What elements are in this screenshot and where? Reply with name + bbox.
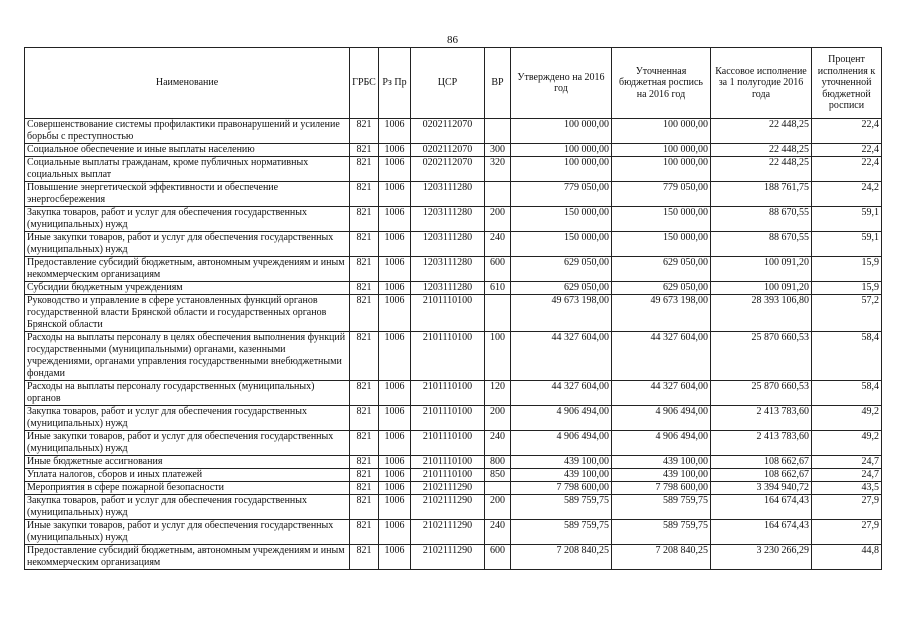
row-vr: 200	[485, 207, 511, 232]
row-grbs: 821	[350, 207, 379, 232]
row-vr: 610	[485, 282, 511, 295]
row-approved: 4 906 494,00	[511, 431, 612, 456]
table-row	[25, 482, 882, 495]
table-row	[25, 520, 882, 545]
table-row	[25, 381, 882, 406]
row-name: Повышение энергетической эффективности и обеспечение энергосбережения	[25, 182, 350, 207]
row-rzpr: 1006	[379, 431, 411, 456]
row-vr: 800	[485, 456, 511, 469]
row-approved: 629 050,00	[511, 282, 612, 295]
row-vr: 320	[485, 157, 511, 182]
row-cash: 88 670,55	[711, 207, 812, 232]
row-refined: 7 208 840,25	[612, 545, 711, 570]
table-row	[25, 207, 882, 232]
row-cash: 3 394 940,72	[711, 482, 812, 495]
row-cash: 3 230 266,29	[711, 545, 812, 570]
row-approved: 4 906 494,00	[511, 406, 612, 431]
row-cash: 108 662,67	[711, 456, 812, 469]
row-refined: 100 000,00	[612, 119, 711, 144]
row-grbs: 821	[350, 282, 379, 295]
row-name: Закупка товаров, работ и услуг для обеспечения государственных (муниципальных) нужд	[25, 207, 350, 232]
row-cash: 108 662,67	[711, 469, 812, 482]
row-vr: 300	[485, 144, 511, 157]
row-grbs: 821	[350, 456, 379, 469]
row-vr	[485, 119, 511, 144]
row-csr: 2101110100	[411, 431, 485, 456]
table-row	[25, 545, 882, 570]
row-cash: 2 413 783,60	[711, 406, 812, 431]
row-grbs: 821	[350, 144, 379, 157]
row-vr: 240	[485, 232, 511, 257]
row-cash: 188 761,75	[711, 182, 812, 207]
row-rzpr: 1006	[379, 157, 411, 182]
budget-table	[24, 47, 882, 570]
table-row	[25, 257, 882, 282]
row-grbs: 821	[350, 332, 379, 381]
row-name: Мероприятия в сфере пожарной безопасности	[25, 482, 350, 495]
row-name: Иные закупки товаров, работ и услуг для обеспечения государственных (муниципальных) нужд	[25, 232, 350, 257]
table-row	[25, 332, 882, 381]
row-csr: 2102111290	[411, 495, 485, 520]
row-grbs: 821	[350, 157, 379, 182]
row-name: Иные закупки товаров, работ и услуг для обеспечения государственных (муниципальных) нужд	[25, 431, 350, 456]
row-approved: 439 100,00	[511, 469, 612, 482]
row-approved: 150 000,00	[511, 207, 612, 232]
row-refined: 150 000,00	[612, 232, 711, 257]
row-percent: 15,9	[812, 257, 882, 282]
row-grbs: 821	[350, 381, 379, 406]
row-cash: 25 870 660,53	[711, 381, 812, 406]
row-rzpr: 1006	[379, 282, 411, 295]
table-row	[25, 232, 882, 257]
row-name: Уплата налогов, сборов и иных платежей	[25, 469, 350, 482]
row-csr: 1203111280	[411, 232, 485, 257]
row-approved: 100 000,00	[511, 157, 612, 182]
table-row	[25, 119, 882, 144]
row-refined: 4 906 494,00	[612, 431, 711, 456]
row-cash: 100 091,20	[711, 282, 812, 295]
row-grbs: 821	[350, 495, 379, 520]
row-refined: 150 000,00	[612, 207, 711, 232]
row-csr: 1203111280	[411, 282, 485, 295]
row-name: Расходы на выплаты персоналу государственных (муниципальных) органов	[25, 381, 350, 406]
row-percent: 22,4	[812, 157, 882, 182]
row-csr: 2101110100	[411, 469, 485, 482]
row-percent: 24,7	[812, 456, 882, 469]
row-percent: 49,2	[812, 431, 882, 456]
row-rzpr: 1006	[379, 257, 411, 282]
header-cash: Кассовое исполнение за 1 полугодие 2016 года	[711, 48, 812, 119]
row-grbs: 821	[350, 431, 379, 456]
row-cash: 22 448,25	[711, 157, 812, 182]
row-percent: 22,4	[812, 119, 882, 144]
row-grbs: 821	[350, 295, 379, 332]
row-refined: 589 759,75	[612, 495, 711, 520]
row-percent: 59,1	[812, 207, 882, 232]
row-percent: 49,2	[812, 406, 882, 431]
row-csr: 2102111290	[411, 520, 485, 545]
table-row	[25, 295, 882, 332]
row-percent: 24,2	[812, 182, 882, 207]
row-approved: 589 759,75	[511, 520, 612, 545]
table-row	[25, 456, 882, 469]
row-percent: 44,8	[812, 545, 882, 570]
row-approved: 100 000,00	[511, 144, 612, 157]
row-approved: 150 000,00	[511, 232, 612, 257]
row-refined: 629 050,00	[612, 282, 711, 295]
row-approved: 44 327 604,00	[511, 381, 612, 406]
row-csr: 2101110100	[411, 332, 485, 381]
header-vr: ВР	[485, 48, 511, 119]
row-name: Предоставление субсидий бюджетным, автономным учреждениям и иным некоммерческим организациям	[25, 545, 350, 570]
row-percent: 59,1	[812, 232, 882, 257]
row-vr: 200	[485, 495, 511, 520]
row-refined: 100 000,00	[612, 144, 711, 157]
row-name: Закупка товаров, работ и услуг для обеспечения государственных (муниципальных) нужд	[25, 406, 350, 431]
row-csr: 2101110100	[411, 381, 485, 406]
row-percent: 43,5	[812, 482, 882, 495]
table-row	[25, 282, 882, 295]
row-cash: 88 670,55	[711, 232, 812, 257]
row-approved: 7 798 600,00	[511, 482, 612, 495]
row-rzpr: 1006	[379, 232, 411, 257]
table-row	[25, 406, 882, 431]
row-vr	[485, 182, 511, 207]
row-percent: 27,9	[812, 495, 882, 520]
row-refined: 49 673 198,00	[612, 295, 711, 332]
row-refined: 100 000,00	[612, 157, 711, 182]
row-name: Иные закупки товаров, работ и услуг для обеспечения государственных (муниципальных) нужд	[25, 520, 350, 545]
page-number: 86	[447, 34, 458, 46]
row-csr: 2101110100	[411, 456, 485, 469]
table-row	[25, 495, 882, 520]
row-approved: 100 000,00	[511, 119, 612, 144]
row-rzpr: 1006	[379, 456, 411, 469]
row-rzpr: 1006	[379, 545, 411, 570]
row-csr: 0202112070	[411, 144, 485, 157]
row-name: Расходы на выплаты персоналу в целях обеспечения выполнения функций государственными (муниципальными) органами, казенными учреждениями, органами управления государственными внебюджетными фондами	[25, 332, 350, 381]
header-refined: Уточненная бюджетная роспись на 2016 год	[612, 48, 711, 119]
row-rzpr: 1006	[379, 495, 411, 520]
row-rzpr: 1006	[379, 295, 411, 332]
row-percent: 24,7	[812, 469, 882, 482]
row-approved: 49 673 198,00	[511, 295, 612, 332]
row-grbs: 821	[350, 545, 379, 570]
header-grbs: ГРБС	[350, 48, 379, 119]
row-refined: 589 759,75	[612, 520, 711, 545]
row-csr: 1203111280	[411, 207, 485, 232]
row-rzpr: 1006	[379, 182, 411, 207]
row-percent: 22,4	[812, 144, 882, 157]
header-rzpr: Рз Пр	[379, 48, 411, 119]
header-approved: Утверждено на 2016 год	[511, 48, 612, 119]
row-rzpr: 1006	[379, 469, 411, 482]
row-cash: 164 674,43	[711, 495, 812, 520]
header-percent: Процент исполнения к уточненной бюджетной росписи	[812, 48, 882, 119]
row-vr: 850	[485, 469, 511, 482]
row-vr	[485, 482, 511, 495]
row-rzpr: 1006	[379, 482, 411, 495]
row-name: Субсидии бюджетным учреждениям	[25, 282, 350, 295]
row-cash: 22 448,25	[711, 119, 812, 144]
row-vr: 120	[485, 381, 511, 406]
row-rzpr: 1006	[379, 381, 411, 406]
header-name: Наименование	[25, 48, 350, 119]
row-rzpr: 1006	[379, 144, 411, 157]
row-percent: 58,4	[812, 381, 882, 406]
row-name: Руководство и управление в сфере установленных функций органов государственной власти Брянской области и государственных органов Брянской области	[25, 295, 350, 332]
row-rzpr: 1006	[379, 332, 411, 381]
row-csr: 2102111290	[411, 482, 485, 495]
row-refined: 779 050,00	[612, 182, 711, 207]
row-vr: 600	[485, 545, 511, 570]
row-vr: 100	[485, 332, 511, 381]
table-row	[25, 469, 882, 482]
row-csr: 2101110100	[411, 295, 485, 332]
row-csr: 0202112070	[411, 157, 485, 182]
table-row	[25, 182, 882, 207]
row-grbs: 821	[350, 182, 379, 207]
row-rzpr: 1006	[379, 207, 411, 232]
row-vr: 200	[485, 406, 511, 431]
row-cash: 25 870 660,53	[711, 332, 812, 381]
row-grbs: 821	[350, 469, 379, 482]
row-grbs: 821	[350, 232, 379, 257]
row-name: Социальное обеспечение и иные выплаты населению	[25, 144, 350, 157]
row-grbs: 821	[350, 520, 379, 545]
row-percent: 15,9	[812, 282, 882, 295]
row-refined: 439 100,00	[612, 456, 711, 469]
row-cash: 22 448,25	[711, 144, 812, 157]
row-approved: 7 208 840,25	[511, 545, 612, 570]
row-cash: 2 413 783,60	[711, 431, 812, 456]
row-cash: 28 393 106,80	[711, 295, 812, 332]
row-grbs: 821	[350, 257, 379, 282]
row-name: Закупка товаров, работ и услуг для обеспечения государственных (муниципальных) нужд	[25, 495, 350, 520]
row-vr: 240	[485, 431, 511, 456]
table-row	[25, 144, 882, 157]
row-refined: 4 906 494,00	[612, 406, 711, 431]
row-name: Иные бюджетные ассигнования	[25, 456, 350, 469]
row-approved: 629 050,00	[511, 257, 612, 282]
row-percent: 27,9	[812, 520, 882, 545]
table-header-row	[25, 48, 882, 119]
row-csr: 0202112070	[411, 119, 485, 144]
row-grbs: 821	[350, 119, 379, 144]
row-name: Совершенствование системы профилактики правонарушений и усиление борьбы с преступностью	[25, 119, 350, 144]
row-refined: 44 327 604,00	[612, 332, 711, 381]
row-vr: 240	[485, 520, 511, 545]
row-name: Предоставление субсидий бюджетным, автономным учреждениям и иным некоммерческим организациям	[25, 257, 350, 282]
row-refined: 44 327 604,00	[612, 381, 711, 406]
row-csr: 2102111290	[411, 545, 485, 570]
table-row	[25, 431, 882, 456]
row-csr: 1203111280	[411, 182, 485, 207]
row-cash: 100 091,20	[711, 257, 812, 282]
table-row	[25, 157, 882, 182]
row-vr	[485, 295, 511, 332]
row-approved: 439 100,00	[511, 456, 612, 469]
row-name: Социальные выплаты гражданам, кроме публичных нормативных социальных выплат	[25, 157, 350, 182]
row-csr: 1203111280	[411, 257, 485, 282]
row-approved: 779 050,00	[511, 182, 612, 207]
row-approved: 589 759,75	[511, 495, 612, 520]
row-rzpr: 1006	[379, 520, 411, 545]
row-vr: 600	[485, 257, 511, 282]
row-refined: 7 798 600,00	[612, 482, 711, 495]
row-csr: 2101110100	[411, 406, 485, 431]
row-grbs: 821	[350, 406, 379, 431]
row-refined: 629 050,00	[612, 257, 711, 282]
row-cash: 164 674,43	[711, 520, 812, 545]
header-csr: ЦСР	[411, 48, 485, 119]
row-rzpr: 1006	[379, 119, 411, 144]
row-grbs: 821	[350, 482, 379, 495]
row-percent: 58,4	[812, 332, 882, 381]
row-refined: 439 100,00	[612, 469, 711, 482]
row-percent: 57,2	[812, 295, 882, 332]
row-approved: 44 327 604,00	[511, 332, 612, 381]
row-rzpr: 1006	[379, 406, 411, 431]
